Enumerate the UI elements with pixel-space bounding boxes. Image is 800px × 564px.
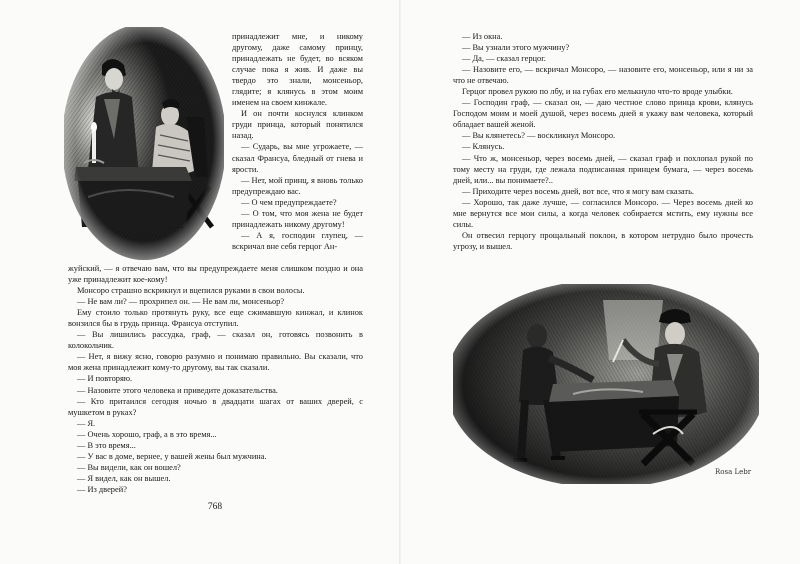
paragraph: — Я. <box>77 418 96 428</box>
paragraph: — Что ж, монсеньор, через восемь дней, — сказал граф и похлопал рукой по тому месту на груди, где лежала подписанная принцем бумага, — через восемь дней, или... вы понимаете?.. <box>453 153 753 185</box>
paragraph: — Клянусь. <box>462 142 505 152</box>
paragraph: Он отвесил герцогу прощальный поклон, в котором нетрудно было прочесть угрозу, и вышел. <box>453 230 753 251</box>
paragraph: — Я видел, как он вышел. <box>77 473 171 483</box>
paragraph: — Из дверей? <box>77 484 127 494</box>
paragraph: — Вы лишились рассудка, граф, — сказал он, готовясь позвонить в колокольчик. <box>68 330 363 351</box>
left-page <box>0 0 399 564</box>
paragraph: — Да, — сказал герцог. <box>462 54 546 64</box>
paragraph: жуйский, — я отвечаю вам, что вы предупреждаете меня слишком поздно и она уже принадлежит кое-кому! <box>68 264 363 285</box>
paragraph: И он почти коснулся клинком груди принца, который понятился назад. <box>232 109 363 141</box>
engraving-prince-at-desk <box>64 27 224 261</box>
engraver-signature: Rosa Lebr <box>715 468 752 476</box>
paragraph: — Назовите его, — вскричал Монсоро, — назовите его, монсеньор, или я ни за что не отвечаю. <box>453 65 753 86</box>
paragraph: — Хорошо, так даже лучше, — согласился Монсоро. — Через восемь дней ко мне вернутся все мои силы, а когда человек собирается мстить, ему нужны все силы. <box>453 197 753 229</box>
paragraph: — Очень хорошо, граф, а в это время... <box>77 429 217 439</box>
paragraph: — Нет, я вижу ясно, говорю разумно и понимаю правильно. Вы сказали, что моя жена принадлежит кому-то другому, вы так сказали. <box>68 352 363 373</box>
paragraph: — У вас в доме, вернее, у вашей жены был мужчина. <box>77 451 267 461</box>
engraving-drawing <box>64 27 224 261</box>
paragraph: — Назовите этого человека и приведите доказательства. <box>77 385 278 395</box>
paragraph: — Сударь, вы мне угрожаете, — сказал Франсуа, бледный от гнева и ярости. <box>232 142 363 174</box>
right-page <box>401 0 800 564</box>
paragraph: — О чем предупреждаете? <box>241 197 337 207</box>
paragraph: — Вы узнали этого мужчину? <box>462 43 570 53</box>
paragraph: — Приходите через восемь дней, вот все, что я могу вам сказать. <box>462 186 694 196</box>
paragraph: — О том, что моя жена не будет принадлежать никому другому! <box>232 208 363 229</box>
paragraph: Ему стоило только протянуть руку, все еще сжимавшую кинжал, и клинок вонзился бы в грудь принца. Франсуа отступил. <box>68 308 363 329</box>
paragraph: — И повторяю. <box>77 374 133 384</box>
left-narrow-column <box>232 31 363 252</box>
paragraph: принадлежит мне, и никому другому, даже самому принцу, принадлежать не будет, во всяком случае пока я жив. И даже вы твердо это знали, монсеньор, глядите; я клянусь в этом моим именем на своем кинжале. <box>232 32 363 108</box>
paragraph: — Вы клянетесь? — воскликнул Монсоро. <box>462 131 616 141</box>
paragraph: — Из окна. <box>462 32 503 41</box>
paragraph: — Не вам ли? — прохрипел он. — Не вам ли, монсеньор? <box>77 297 285 307</box>
paragraph: — Нет, мой принц, я вновь только предупреждаю вас. <box>232 175 363 196</box>
engraving-drawing-right <box>453 284 759 484</box>
right-column <box>453 31 753 252</box>
paragraph: — А я, господин глупец, — вскричал вне себя герцог Ан- <box>232 230 363 251</box>
paragraph: Монсоро страшно вскрикнул и вцепился руками в свои волосы. <box>77 286 305 296</box>
left-wide-column <box>68 263 363 495</box>
paragraph: Герцог провел рукою по лбу, и на губах его мелькнуло что-то вроде улыбки. <box>462 87 733 97</box>
engraving-confrontation <box>453 284 759 484</box>
page-number: 768 <box>207 502 223 512</box>
paragraph: — В это время... <box>77 440 136 450</box>
paragraph: — Вы видели, как он вошел? <box>77 462 181 472</box>
paragraph: — Господин граф, — сказал он, — даю честное слово принца крови, клянусь Господом моим и моей душой, через восемь дней я укажу вам человека, который обладает вашей женой. <box>453 98 753 130</box>
paragraph: — Кто притаился сегодня ночью в двадцати шагах от ваших дверей, с мушкетом в руках? <box>68 396 363 417</box>
